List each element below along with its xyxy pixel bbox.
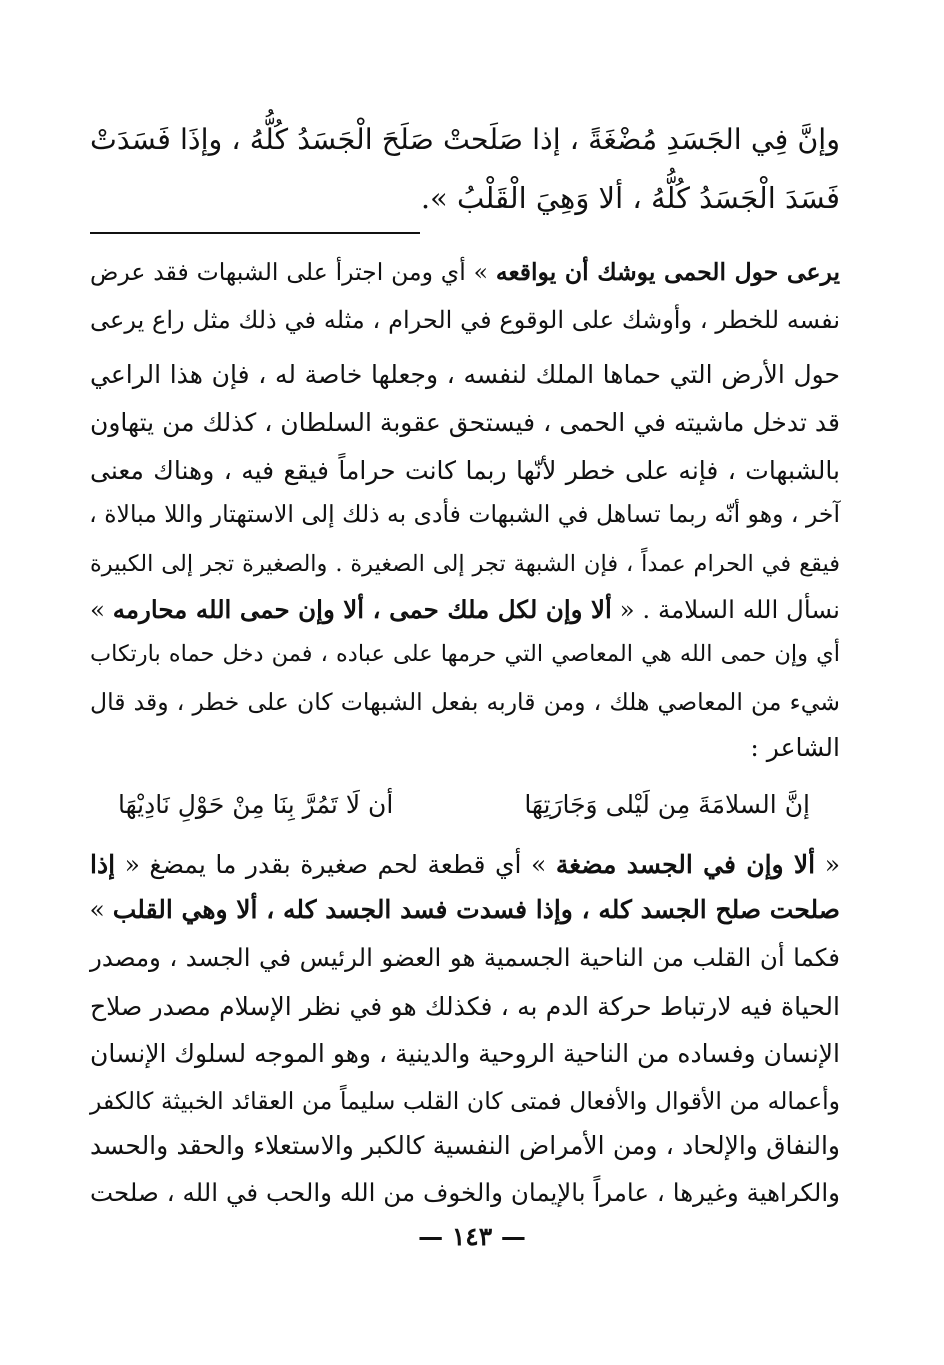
commentary-text: » أي ومن اجترأ على الشبهات فقد عرض [90, 258, 496, 286]
commentary-bold-phrase: ألا وإن لكل ملك حمى ، ألا وإن حمى الله محارمه [112, 595, 612, 624]
commentary-line-7: فيقع في الحرام عمداً ، فإن الشبهة تجر إلى الصغيرة . والصغيرة تجر إلى الكبيرة [90, 551, 840, 577]
commentary-bold-phrase: يرعى حول الحمى يوشك أن يواقعه [495, 258, 841, 286]
commentary-line-1 [90, 255, 840, 289]
commentary-bold-phrase: إذا [90, 850, 116, 879]
commentary2-line-2 [90, 893, 840, 927]
commentary2-line-8: والكراهية وغيرها ، عامراً بالإيمان والخوف من الله والحب في الله ، صلحت [90, 1178, 840, 1207]
commentary-bold-phrase: صلحت صلح الجسد كله ، وإذا فسدت فسد الجسد كله ، ألا وهي القلب [112, 895, 840, 924]
hadith-line-1: وإنَّ فِي الجَسَدِ مُضْغَةً ، إذا صَلَحتْ صَلَحَ الْجَسَدُ كُلُّهُ ، وإذَا فَسَدَتْ [90, 123, 840, 156]
commentary2-line-6: وأعماله من الأقوال والأفعال فمتى كان القلب سليماً من العقائد الخبيثة كالكفر [90, 1087, 840, 1115]
hadith-line-2: فَسَدَ الْجَسَدُ كُلُّهُ ، ألا وَهِيَ الْقَلْبُ ». [420, 181, 840, 215]
commentary-line-9: أي وإن حمى الله هي المعاصي التي حرمها على عباده ، فمن دخل حماه بارتكاب [90, 641, 840, 667]
commentary2-line-7: والنفاق والإلحاد ، ومن الأمراض النفسية كالكبر والاستعلاء والحقد والحسد [90, 1131, 840, 1160]
commentary2-line-4: الحياة فيه لارتباط حركة الدم به ، فكذلك هو في نظر الإسلام مصدر صلاح [90, 992, 840, 1021]
commentary-line-3: حول الأرض التي حماها الملك لنفسه ، وجعلها خاصة له ، فإن هذا الراعي [90, 360, 840, 389]
verse-first-hemistich: إنَّ السلامَةَ مِن لَيْلى وَجَارَتِهَا [524, 790, 810, 819]
commentary-text: » أي قطعة لحم صغيرة بقدر ما يمضغ « [115, 850, 556, 879]
commentary2-line-1 [90, 848, 840, 882]
commentary-line-2: نفسه للخطر ، وأوشك على الوقوع في الحرام ، مثله في ذلك مثل راع يرعى [90, 306, 840, 334]
commentary-text: » [90, 595, 113, 624]
commentary-line-11: الشاعر : [750, 733, 840, 762]
commentary-line-4: قد تدخل ماشيته في الحمى ، فيستحق عقوبة السلطان ، كذلك من يتهاون [90, 408, 840, 437]
commentary-bold-phrase: ألا وإن في الجسد مضغة [555, 850, 816, 879]
commentary-line-5: بالشبهات ، فإنه على خطر لأنّها ربما كانت حراماً فيقع فيه ، وهناك معنى [90, 456, 840, 485]
commentary-text: » [89, 895, 113, 924]
commentary-text: نسأل الله السلامة . « [611, 595, 840, 624]
commentary-text: « [815, 850, 840, 879]
commentary2-line-3: فكما أن القلب من الناحية الجسمية هو العضو الرئيس في الجسد ، ومصدر [90, 943, 840, 972]
verse-second-hemistich: أن لَا تَمُرَّ بِنَا مِنْ حَوْلِ نَادِيْهَا [118, 790, 394, 819]
commentary-line-6: آخر ، وهو أنّه ربما تساهل في الشبهات فأدى به ذلك إلى الاستهتار واللا مبالاة ، [89, 500, 840, 528]
commentary-line-10: شيء من المعاصي هلك ، ومن قاربه بفعل الشبهات كان على خطر ، وقد قال [90, 688, 840, 716]
commentary-line-8 [90, 593, 840, 627]
footnote-divider [90, 232, 420, 234]
page-number: — ١٤٣ — [418, 1222, 526, 1251]
poetry-verse [90, 788, 840, 822]
commentary2-line-5: الإنسان وفساده من الناحية الروحية والدينية ، وهو الموجه لسلوك الإنسان [90, 1039, 840, 1068]
